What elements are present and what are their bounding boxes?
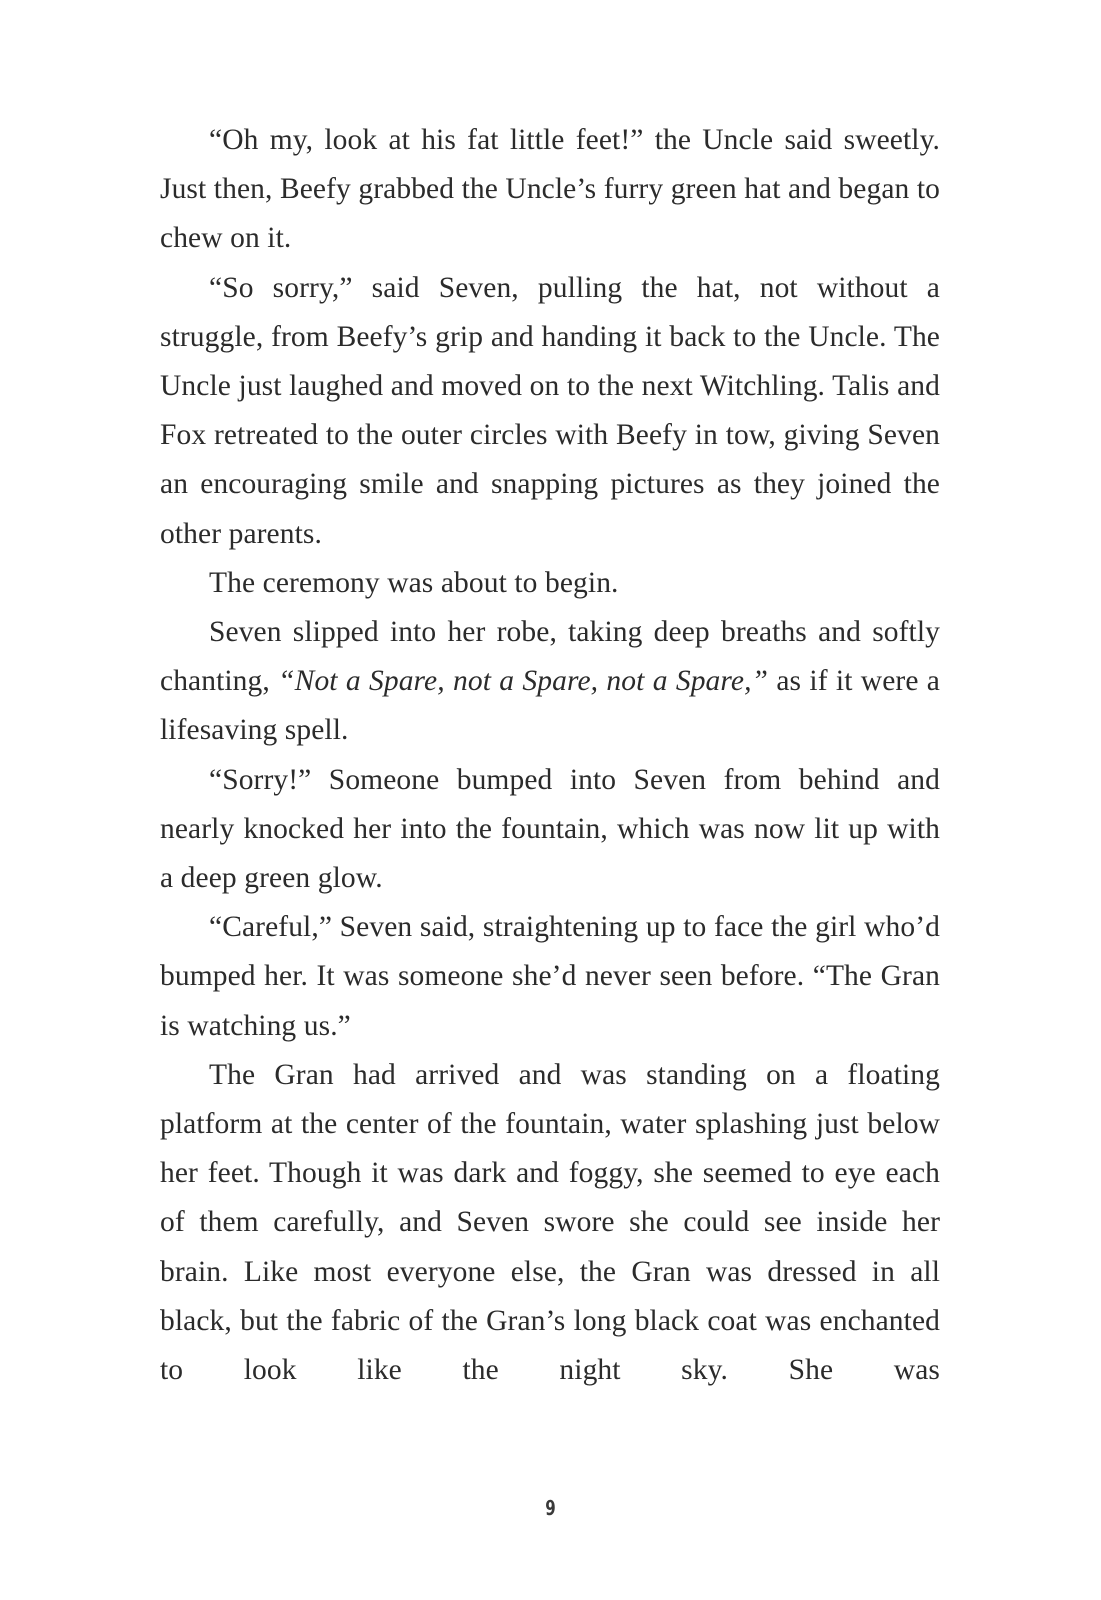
page-number: 9 — [545, 1496, 556, 1520]
paragraph-4-italic-chant: “Not a Spare, not a Spare, not a Spare,” — [278, 665, 769, 698]
paragraph-1: “Oh my, look at his fat little feet!” the Uncle said sweetly. Just then, Beefy grabbed the Uncle’s furry green hat and began to chew on it. — [160, 124, 940, 255]
paragraph-3: The ceremony was about to begin. — [209, 566, 619, 599]
paragraph-4-before: Seven slipped into her robe, taking deep breaths and softly chanting, — [160, 616, 940, 698]
paragraph-2: “So sorry,” said Seven, pulling the hat, not without a struggle, from Beefy’s grip and handing it back to the Uncle. The Uncle just laughed and moved on to the next Witchling. Talis and Fox retreated to the outer circles with Beefy in tow, giving Seven an encouraging smile and snapping pictures as they joined the other parents. — [160, 271, 940, 550]
paragraph-6: “Careful,” Seven said, straightening up to face the girl who’d bumped her. It was someone she’d never seen before. “The Gran is watching us.” — [160, 911, 940, 1042]
paragraph-7: The Gran had arrived and was standing on a floating platform at the center of the fountain, water splashing just below her feet. Though it was dark and foggy, she seemed to eye each of them carefully, and Seven swore she could see inside her brain. Like most everyone else, the Gran was dressed in all black, but the fabric of the Gran’s long black coat was enchanted to look like the night sky. She was — [160, 1058, 940, 1387]
paragraph-4-after: as if it were a lifesaving spell. — [160, 665, 940, 747]
paragraph-5: “Sorry!” Someone bumped into Seven from behind and nearly knocked her into the fountain, which was now lit up with a deep green glow. — [160, 763, 940, 895]
body-text — [160, 116, 940, 1395]
paragraph-4 — [160, 608, 940, 756]
